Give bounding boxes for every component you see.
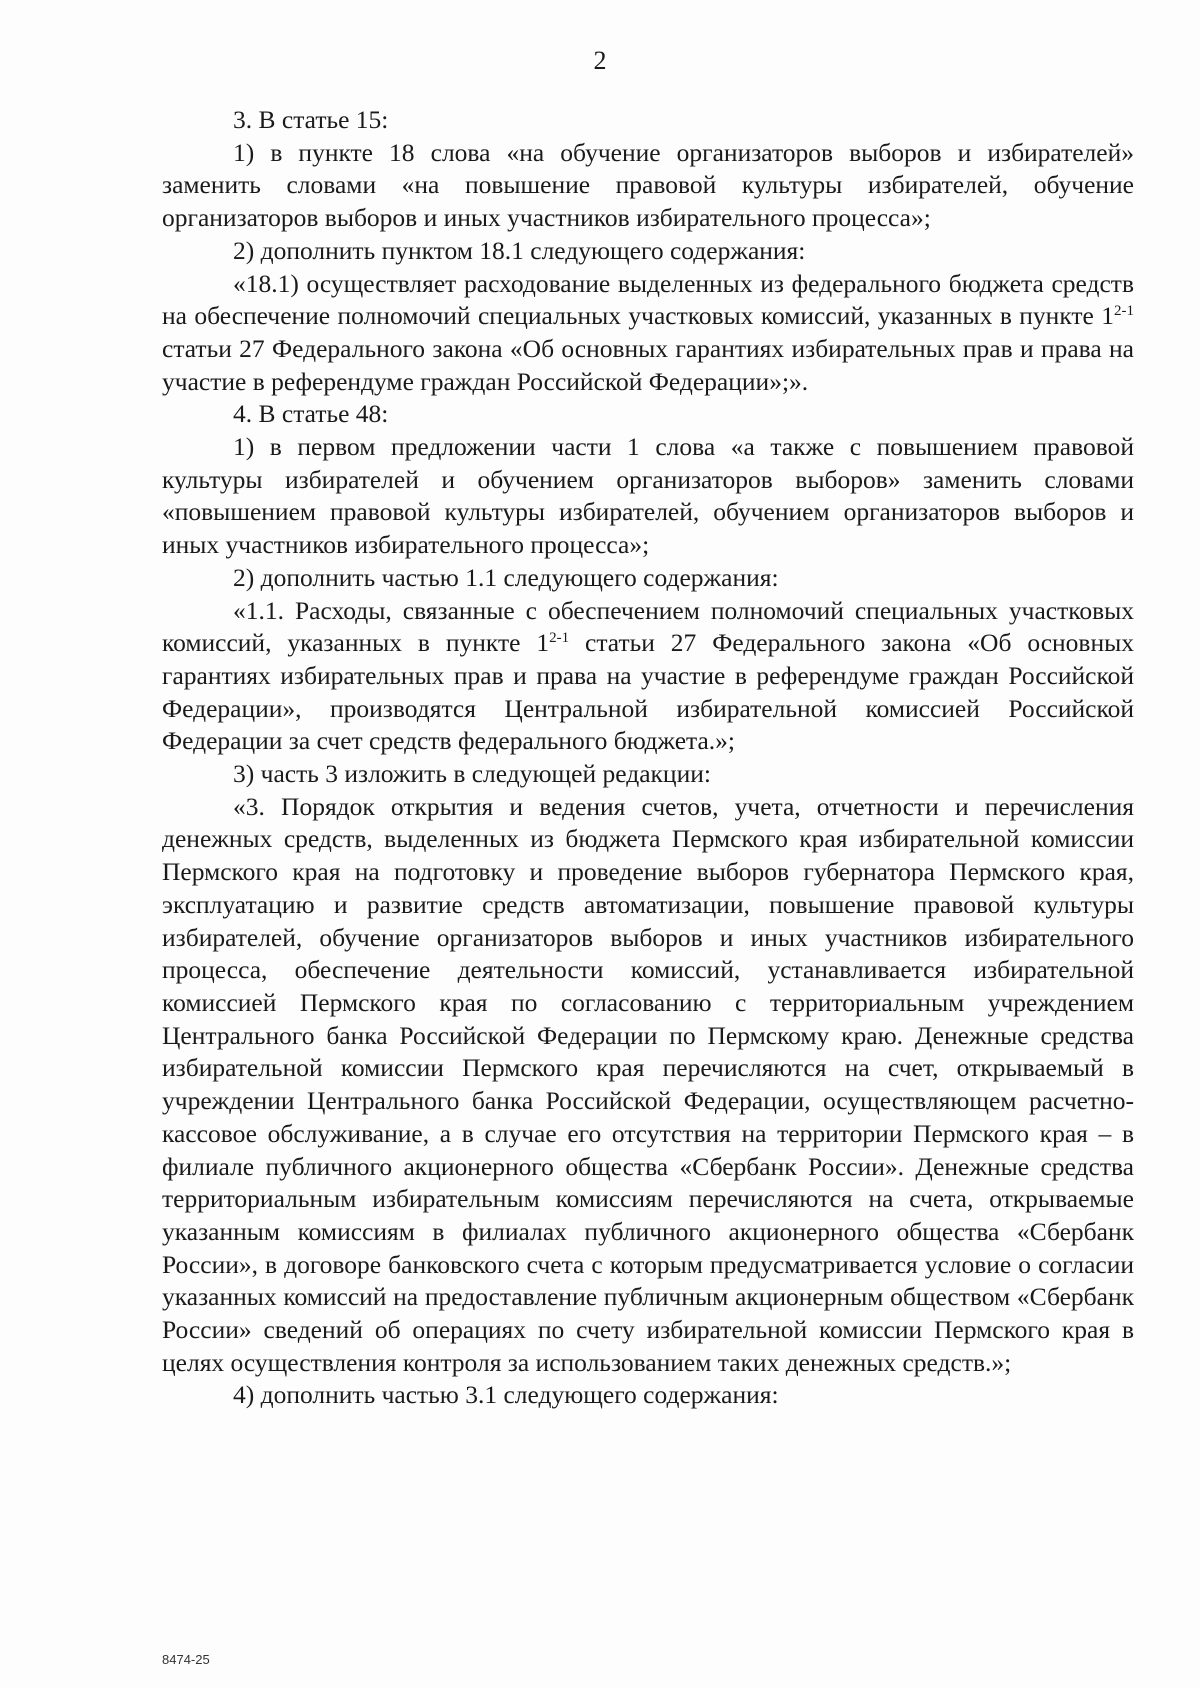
paragraph-part-1-1-text [162,595,1134,759]
paragraph-text-part: «18.1) осуществляет расходование выделенных из федерального бюджета средств на обеспечение полномочий специальных участковых комиссий, указанных в пункте 1 [162,268,1134,331]
paragraph-point-18-1-text [162,268,1134,399]
paragraph-article-15: 3. В статье 15: [233,105,389,134]
paragraph-item-3-part-3: 3) часть 3 изложить в следующей редакции: [233,759,711,789]
document-body [162,104,1134,1412]
paragraph-item-1-point-18: 1) в пункте 18 слова «на обучение организаторов выборов и избирателей» заменить словами «на повышение правовой культуры избирателей, обучение организаторов выборов и иных участников избирательного процесса»; [162,137,1134,233]
superscript: 2-1 [1114,303,1134,320]
paragraph-item-1-part-1: 1) в первом предложении части 1 слова «а также с повышением правовой культуры избирателей и обучением организаторов выборов» заменить словами «повышением правовой культуры избирателей, обучением организаторов выборов и иных участников избирательного процесса»; [162,432,1134,560]
paragraph-text-part: статьи 27 Федерального закона «Об основных гарантиях избирательных прав и права на участие в референдуме граждан Российской Федерации»;». [162,333,1134,396]
paragraph-text-part: статьи 27 Федерального закона «Об основных гарантиях избирательных прав и права на участие в референдуме граждан Российской Федерации», производятся Центральной избирательной комиссией Российской Федерации за счет средств федерального бюджета.»; [162,628,1134,756]
paragraph-item-2-point-18-1: 2) дополнить пунктом 18.1 следующего содержания: [233,235,806,265]
paragraph-text-part: «1.1. Расходы, связанные с обеспечением полномочий специальных участковых комиссий, указанных в пункте 1 [162,595,1134,658]
paragraph-item-4-part-3-1: 4) дополнить частью 3.1 следующего содержания: [233,1380,779,1410]
paragraph-part-3-text: «3. Порядок открытия и ведения счетов, учета, отчетности и перечисления денежных средств, выделенных из бюджета Пермского края избирательной комиссии Пермского края на подготовку и проведение выборов губернатора Пермского края, эксплуатацию и развитие средств автоматизации, повышение правовой культуры избирателей, обучение организаторов выборов и иных участников избирательного процесса, обеспечение деятельности комиссий, устанавливается избирательной комиссией Пермского края по согласованию с территориальным учреждением Центрального банка Российской Федерации по Пермскому краю. Денежные средства избирательной комиссии Пермского края перечисляются на счет, открываемый в учреждении Центрального банка Российской Федерации, осуществляющем расчетно-кассовое обслуживание, а в случае его отсутствия на территории Пермского края – в филиале публичного акционерного общества «Сбербанк России». Денежные средства территориальным избирательным комиссиям перечисляются на счета, открываемые указанным комиссиям в филиалах публичного акционерного общества «Сбербанк России», в договоре банковского счета с которым предусматривается условие о согласии указанных комиссий на предоставление публичным акционерным обществом «Сбербанк России» сведений об операциях по счету избирательной комиссии Пермского края в целях осуществления контроля за использованием таких денежных средств.»; [162,791,1134,1377]
superscript: 2-1 [549,630,570,647]
paragraph-item-2-part-1-1: 2) дополнить частью 1.1 следующего содержания: [233,562,779,592]
page-number: 2 [593,46,607,75]
paragraph-article-48: 4. В статье 48: [233,399,389,429]
document-code: 8474-25 [162,1652,210,1667]
